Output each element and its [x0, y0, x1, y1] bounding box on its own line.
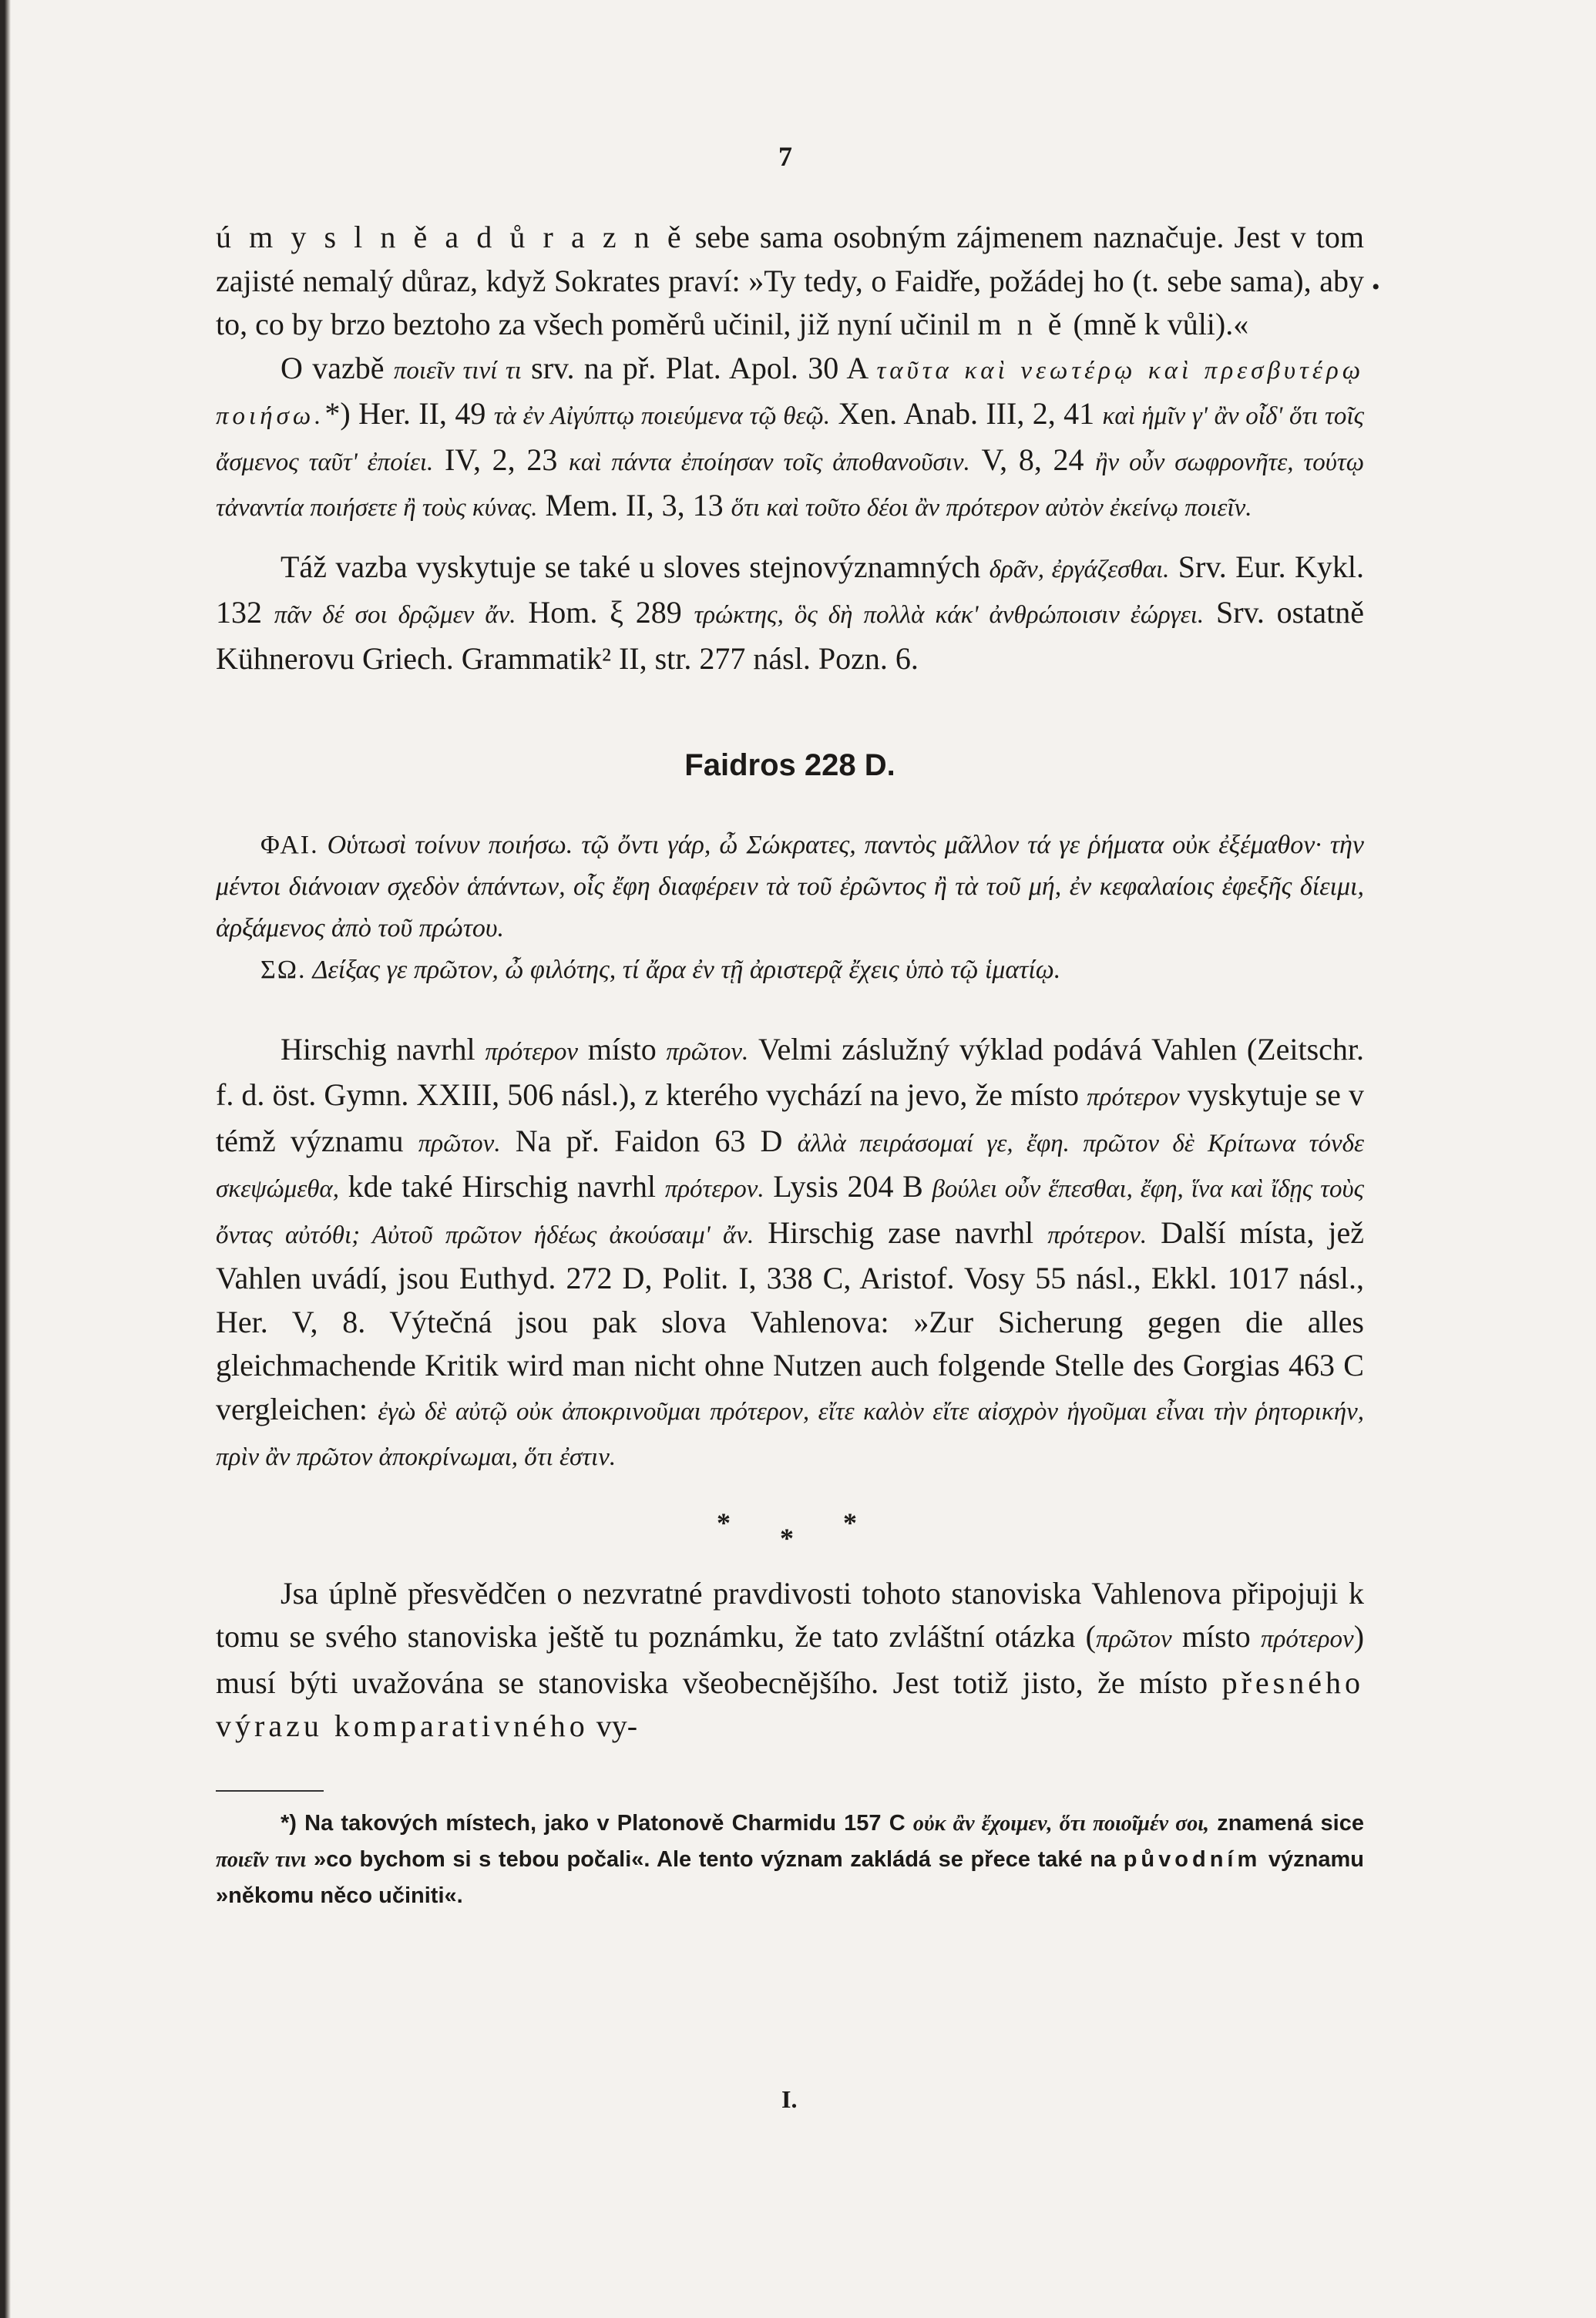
- page-number: 7: [778, 141, 792, 172]
- page-binding-edge: [0, 0, 11, 2318]
- section-separator-stars: [216, 1495, 1364, 1557]
- footnote: *) Na takových místech, jako v Platonově Charmidu 157 C οὐκ ἂν ἔχοιμεν, ὅτι ποιοῖμέν σοι, znamená sice ποιεῖν τινι »co bychom si s tebou počali«. Ale tento význam zakládá se přece také na původním významu »někomu něco učiniti«.: [216, 1810, 1364, 1908]
- star-right: *: [843, 1507, 857, 1538]
- margin-dot: •: [1372, 274, 1380, 300]
- page-body: [216, 216, 1364, 1913]
- signature-mark: I.: [781, 2085, 798, 2113]
- greek-dialogue: [216, 825, 1364, 991]
- footnote-rule: [216, 1790, 324, 1792]
- star-middle: *: [780, 1522, 794, 1554]
- paragraph-4: Hirschig navrhl πρότερον místo πρῶτον. Velmi záslužný výklad podává Vahlen (Zeitschr. f. d. öst. Gymn. XXIII, 506 násl.), z kterého vychází na jevo, že místo πρότερον vyskytuje se v témž významu πρῶτον. Na př. Faidon 63 D ἀλλὰ πειράσομαί γε, ἔφη. πρῶτον δὲ Κρίτωνα τόνδε σκεψώμεθα, kde také Hirschig navrhl πρότερον. Lysis 204 B βούλει οὖν ἕπεσθαι, ἔφη, ἵνα καὶ ἴδῃς τοὺς ὄντας αὐτόθι; Αὐτοῦ πρῶτον ἡδέως ἀκούσαιμ' ἄν. Hirschig zase navrhl πρότερον. Další místa, jež Vahlen uvádí, jsou Euthyd. 272 D, Polit. I, 338 C, Aristof. Vosy 55 násl., Ekkl. 1017 násl., Her. V, 8. Výtečná jsou pak slova Vahlenova: »Zur Sicherung gegen die alles gleichmachende Kritik wird man nicht ohne Nutzen auch folgende Stelle des Gorgias 463 C vergleichen: ἐγὼ δὲ αὐτῷ οὐκ ἀποκρινοῦμαι πρότερον, εἴτε καλὸν εἴτε αἰσχρὸν ἡγοῦμαι εἶναι τὴν ῥητορικήν, πρὶν ἂν πρῶτον ἀποκρίνωμαι, ὅτι ἐστιν.: [216, 1031, 1365, 1471]
- dialogue-line-faidros: ΦΑΙ. Οὑτωσὶ τοίνυν ποιήσω. τῷ ὄντι γάρ, ὦ Σώκρατες, παντὸς μᾶλλον τά γε ῥήματα οὐκ ἐξέμαθον· τὴν μέντοι διάνοιαν σχεδὸν ἁπάντων, οἷς ἔφη διαφέρειν τὰ τοῦ ἐρῶντος ἢ τὰ τοῦ μή, ἐν κεφαλαίοις ἐφεξῆς δίειμι, ἀρξάμενος ἀπὸ τοῦ πρώτου.: [216, 830, 1364, 942]
- section-heading: Faidros 228 D.: [684, 748, 895, 782]
- paragraph-1: ú m y s l n ě a d ů r a z n ě sebe sama osobným zájmenem naznačuje. Jest v tom zajisté nemalý důraz, když Sokrates praví: »Ty tedy, o Faidře, požádej ho (t. sebe sama), aby to, co by brzo beztoho za všech poměrů učinil, již nyní učinil m n ě (mně k vůli).«: [216, 220, 1364, 341]
- dialogue-line-sokrates: ΣΩ. Δείξας γε πρῶτον, ὦ φιλότης, τί ἄρα ἐν τῇ ἀριστερᾷ ἔχεις ὑπὸ τῷ ἱματίῳ.: [260, 955, 1061, 984]
- paragraph-2: O vazbě ποιεῖν τινί τι srv. na př. Plat. Apol. 30 A ταῦτα καὶ νεωτέρῳ καὶ πρεσβυτέρῳ ποιήσω.*) Her. II, 49 τὰ ἐν Αἰγύπτῳ ποιεύμενα τῷ θεῷ. Xen. Anab. III, 2, 41 καὶ ἡμῖν γ' ἂν οἶδ' ὅτι τοῖς ἄσμενος ταῦτ' ἐποίει. IV, 2, 23 καὶ πάντα ἐποίησαν τοῖς ἀποθανοῦσιν. V, 8, 24 ἢν οὖν σωφρονῆτε, τούτῳ τἀναντία ποιήσετε ἢ τοὺς κύνας. Mem. II, 3, 13 ὅτι καὶ τοῦτο δέοι ἂν πρότερον αὐτὸν ἐκείνῳ ποιεῖν.: [216, 350, 1364, 522]
- paragraph-5: Jsa úplně přesvědčen o nezvratné pravdivosti tohoto stanoviska Vahlenova připojuji k tomu se svého stanoviska ještě tu poznámku, že tato zvláštní otázka (πρῶτον místo πρότερον) musí býti uvažována se stanoviska všeobecnějšího. Jest totiž jisto, že místo přesného výrazu komparativného vy-: [216, 1575, 1365, 1743]
- paragraph-3: Táž vazba vyskytuje se také u sloves stejnovýznamných δρᾶν, ἐργάζεσθαι. Srv. Eur. Kykl. 132 πᾶν δέ σοι δρῷμεν ἄν. Hom. ξ 289 τρώκτης, ὃς δὴ πολλὰ κάκ' ἀνθρώποισιν ἐώργει. Srv. ostatně Kühnerovu Griech. Grammatik² II, str. 277 násl. Pozn. 6.: [216, 549, 1365, 676]
- star-left: *: [717, 1507, 731, 1538]
